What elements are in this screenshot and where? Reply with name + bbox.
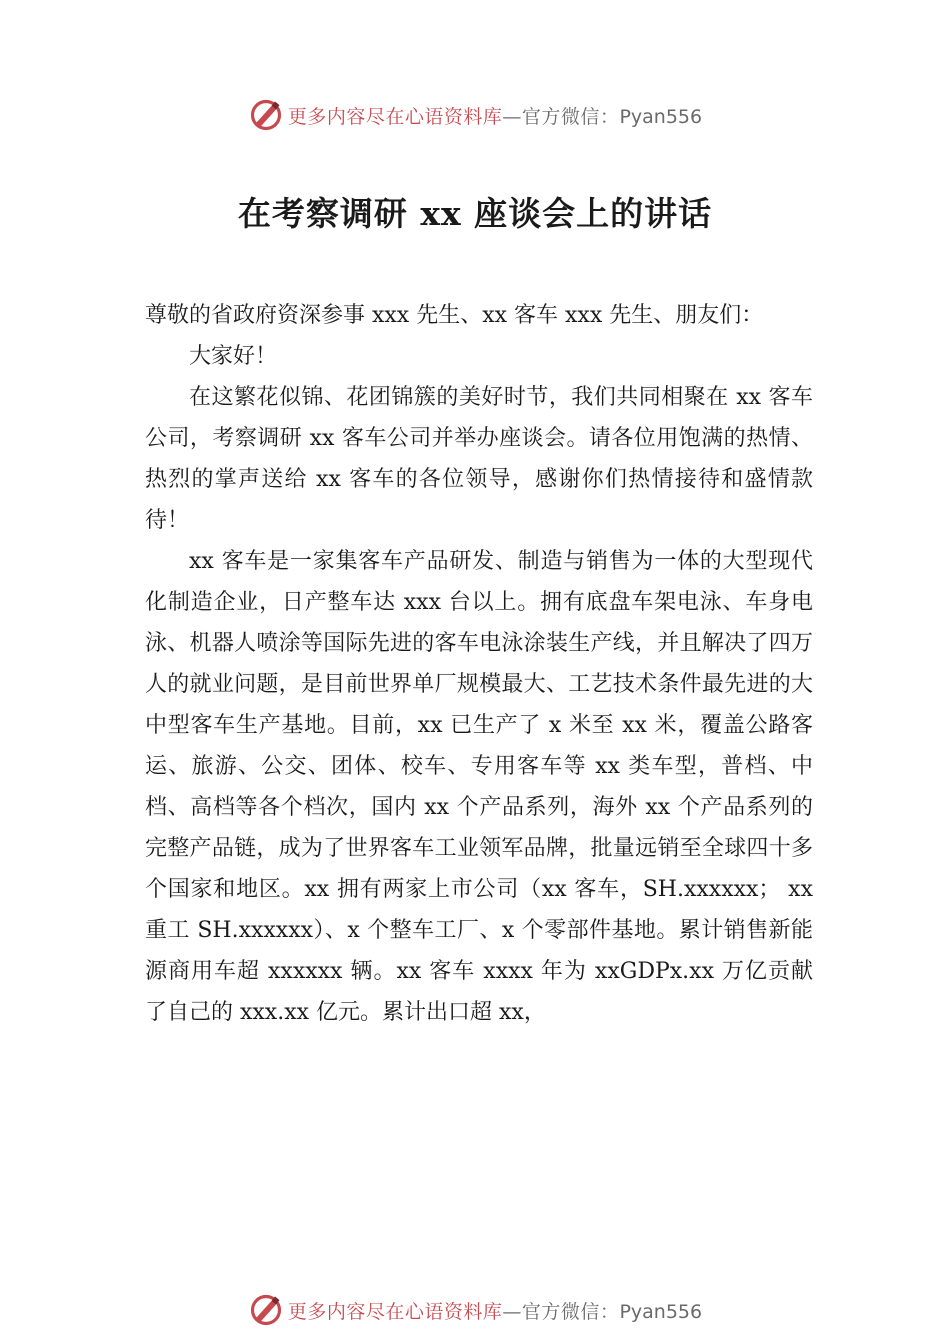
- banner-separator: —: [502, 105, 522, 128]
- banner-handle: Pyan556: [619, 105, 703, 128]
- header-banner: [0, 95, 950, 135]
- banner-label: 官方微信：: [521, 105, 620, 128]
- banner-separator: —: [502, 1300, 522, 1323]
- pen-logo-icon: [248, 97, 284, 133]
- footer-banner: [0, 1290, 950, 1330]
- banner-title: 更多内容尽在心语资料库: [287, 1300, 503, 1323]
- paragraph: 在这繁花似锦、花团锦簇的美好时节，我们共同相聚在 xx 客车公司，考察调研 xx 客车公司并举办座谈会。请各位用饱满的热情、热烈的掌声送给 xx 客车的各位领导，感谢你们热情接待和盛情款待！: [145, 385, 813, 533]
- banner-title: 更多内容尽在心语资料库: [287, 105, 503, 128]
- pen-logo-icon: [248, 1292, 284, 1328]
- salutation: 尊敬的省政府资深参事 xxx 先生、xx 客车 xxx 先生、朋友们：: [145, 303, 764, 328]
- banner-label: 官方微信：: [521, 1300, 620, 1323]
- paragraph: xx 客车是一家集客车产品研发、制造与销售为一体的大型现代化制造企业，日产整车达 xxx 台以上。拥有底盘车架电泳、车身电泳、机器人喷涂等国际先进的客车电泳涂装生产线，并且解决了四万人的就业问题，是目前世界单厂规模最大、工艺技术条件最先进的大中型客车生产基地。目前，xx 已生产了 x 米至 xx 米，覆盖公路客运、旅游、公交、团体、校车、专用客车等 xx 类车型，普档、中档、高档等各个档次，国内 xx 个产品系列，海外 xx 个产品系列的完整产品链，成为了世界客车工业领军品牌，批量远销至全球四十多个国家和地区。xx 拥有两家上市公司（xx 客车，SH.xxxxxx； xx 重工 SH.xxxxxx）、x 个整车工厂、x 个零部件基地。累计销售新能源商用车超 xxxxxx 辆。xx 客车 xxxx 年为 xxGDPx.xx 万亿贡献了自己的 xxx.xx 亿元。累计出口超 xx，: [145, 549, 813, 1025]
- paragraph: 大家好！: [189, 344, 278, 369]
- document-body: [145, 295, 813, 1033]
- banner-handle: Pyan556: [619, 1300, 703, 1323]
- document-title: 在考察调研 xx 座谈会上的讲话: [237, 194, 713, 233]
